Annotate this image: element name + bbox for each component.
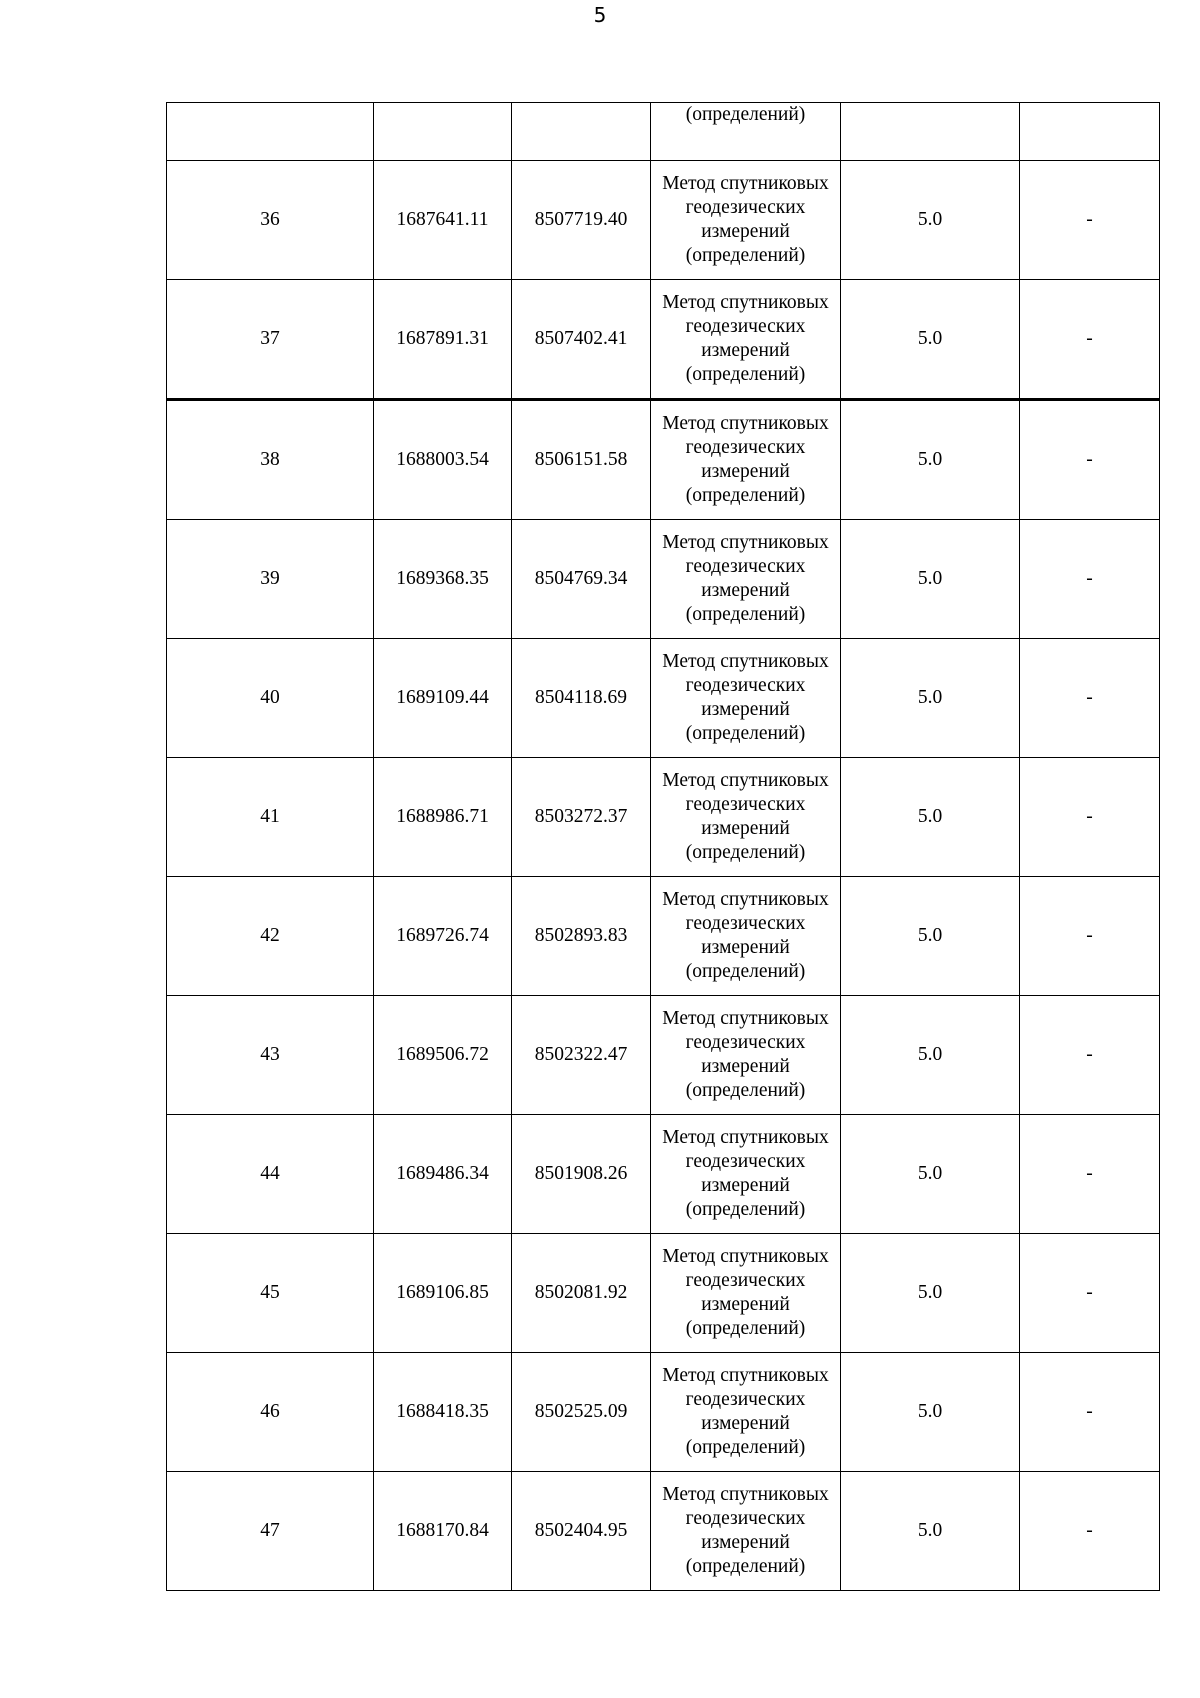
cell-point: 38 — [167, 400, 374, 520]
cell-accuracy: 5.0 — [841, 400, 1020, 520]
cell-method — [651, 1234, 841, 1353]
method-line: геодезических — [685, 1508, 806, 1529]
cell-accuracy: 5.0 — [841, 1115, 1020, 1234]
method-line: Метод спутниковых — [662, 1127, 829, 1148]
cell-method — [651, 1472, 841, 1591]
method-line: измерений — [701, 221, 790, 242]
cell-x: 1688418.35 — [374, 1353, 512, 1472]
method-line: Метод спутниковых — [662, 173, 829, 194]
method-line: (определений) — [685, 364, 806, 385]
cell-x: 1689506.72 — [374, 996, 512, 1115]
cell-x: 1688986.71 — [374, 758, 512, 877]
method-line: геодезических — [685, 913, 806, 934]
method-line: геодезических — [685, 437, 806, 458]
cell-accuracy: 5.0 — [841, 161, 1020, 280]
table-row — [167, 877, 1160, 996]
coordinates-table — [166, 102, 1160, 1591]
cell-y: 8502322.47 — [512, 996, 651, 1115]
cell-point: 47 — [167, 1472, 374, 1591]
cell-point: 37 — [167, 280, 374, 400]
cell-note — [1020, 103, 1160, 161]
method-line: измерений — [701, 1532, 790, 1553]
cell-y: 8502893.83 — [512, 877, 651, 996]
method-line: геодезических — [685, 316, 806, 337]
cell-note: - — [1020, 161, 1160, 280]
cell-accuracy: 5.0 — [841, 1234, 1020, 1353]
method-line: Метод спутниковых — [662, 770, 829, 791]
cell-accuracy — [841, 103, 1020, 161]
table-row-continued — [167, 103, 1160, 161]
cell-accuracy: 5.0 — [841, 280, 1020, 400]
method-line: измерений — [701, 1056, 790, 1077]
method-line: Метод спутниковых — [662, 413, 829, 434]
cell-y — [512, 103, 651, 161]
table-row — [167, 1472, 1160, 1591]
cell-point: 46 — [167, 1353, 374, 1472]
table-row — [167, 520, 1160, 639]
method-line: Метод спутниковых — [662, 889, 829, 910]
method-line: Метод спутниковых — [662, 1365, 829, 1386]
cell-method — [651, 1353, 841, 1472]
cell-x: 1689726.74 — [374, 877, 512, 996]
cell-y: 8502525.09 — [512, 1353, 651, 1472]
cell-y: 8504769.34 — [512, 520, 651, 639]
method-line: (определений) — [685, 723, 806, 744]
table-row — [167, 639, 1160, 758]
cell-note: - — [1020, 639, 1160, 758]
cell-x: 1688003.54 — [374, 400, 512, 520]
cell-method — [651, 1115, 841, 1234]
cell-y: 8507402.41 — [512, 280, 651, 400]
method-line: геодезических — [685, 1032, 806, 1053]
method-line: геодезических — [685, 1270, 806, 1291]
cell-note: - — [1020, 877, 1160, 996]
table-row — [167, 996, 1160, 1115]
method-line: измерений — [701, 1175, 790, 1196]
cell-method — [651, 520, 841, 639]
coordinates-table-body — [167, 103, 1160, 1591]
cell-note: - — [1020, 1353, 1160, 1472]
cell-x: 1689486.34 — [374, 1115, 512, 1234]
method-line: (определений) — [685, 604, 806, 625]
cell-y: 8506151.58 — [512, 400, 651, 520]
method-line: (определений) — [685, 485, 806, 506]
method-line: измерений — [701, 937, 790, 958]
method-line: измерений — [701, 461, 790, 482]
cell-point — [167, 103, 374, 161]
cell-method — [651, 996, 841, 1115]
cell-y: 8502081.92 — [512, 1234, 651, 1353]
cell-note: - — [1020, 1472, 1160, 1591]
method-line: (определений) — [685, 1556, 806, 1577]
cell-method — [651, 639, 841, 758]
table-row — [167, 1353, 1160, 1472]
cell-y: 8502404.95 — [512, 1472, 651, 1591]
cell-y: 8503272.37 — [512, 758, 651, 877]
cell-x: 1689109.44 — [374, 639, 512, 758]
page-number: 5 — [593, 3, 607, 27]
cell-x: 1687891.31 — [374, 280, 512, 400]
cell-note: - — [1020, 758, 1160, 877]
cell-method — [651, 758, 841, 877]
method-line: геодезических — [685, 1389, 806, 1410]
cell-point: 45 — [167, 1234, 374, 1353]
cell-method — [651, 280, 841, 400]
cell-accuracy: 5.0 — [841, 1472, 1020, 1591]
cell-accuracy: 5.0 — [841, 520, 1020, 639]
cell-y: 8504118.69 — [512, 639, 651, 758]
method-line: (определений) — [685, 1199, 806, 1220]
cell-note: - — [1020, 996, 1160, 1115]
cell-x: 1689106.85 — [374, 1234, 512, 1353]
cell-y: 8507719.40 — [512, 161, 651, 280]
cell-note: - — [1020, 280, 1160, 400]
method-line: Метод спутниковых — [662, 1246, 829, 1267]
cell-point: 42 — [167, 877, 374, 996]
cell-method — [651, 161, 841, 280]
method-line: Метод спутниковых — [662, 532, 829, 553]
method-line: Метод спутниковых — [662, 651, 829, 672]
cell-point: 43 — [167, 996, 374, 1115]
method-line: (определений) — [685, 842, 806, 863]
cell-note: - — [1020, 1115, 1160, 1234]
cell-y: 8501908.26 — [512, 1115, 651, 1234]
method-line: Метод спутниковых — [662, 292, 829, 313]
cell-x — [374, 103, 512, 161]
cell-point: 36 — [167, 161, 374, 280]
method-line: (определений) — [685, 1318, 806, 1339]
cell-accuracy: 5.0 — [841, 877, 1020, 996]
cell-accuracy: 5.0 — [841, 639, 1020, 758]
method-line: геодезических — [685, 1151, 806, 1172]
cell-method: (определений) — [651, 103, 841, 161]
cell-point: 41 — [167, 758, 374, 877]
cell-method — [651, 877, 841, 996]
cell-x: 1688170.84 — [374, 1472, 512, 1591]
cell-accuracy: 5.0 — [841, 996, 1020, 1115]
method-line: измерений — [701, 340, 790, 361]
method-line: геодезических — [685, 675, 806, 696]
table-row — [167, 161, 1160, 280]
table-row — [167, 1115, 1160, 1234]
table-row — [167, 280, 1160, 400]
cell-point: 44 — [167, 1115, 374, 1234]
cell-accuracy: 5.0 — [841, 758, 1020, 877]
cell-note: - — [1020, 1234, 1160, 1353]
method-line: измерений — [701, 1413, 790, 1434]
table-row — [167, 1234, 1160, 1353]
method-line: геодезических — [685, 197, 806, 218]
cell-point: 39 — [167, 520, 374, 639]
cell-accuracy: 5.0 — [841, 1353, 1020, 1472]
method-line: (определений) — [685, 1437, 806, 1458]
method-line: измерений — [701, 580, 790, 601]
method-line: Метод спутниковых — [662, 1008, 829, 1029]
method-line: геодезических — [685, 556, 806, 577]
cell-note: - — [1020, 400, 1160, 520]
method-line: геодезических — [685, 794, 806, 815]
table-row — [167, 400, 1160, 520]
cell-note: - — [1020, 520, 1160, 639]
cell-x: 1689368.35 — [374, 520, 512, 639]
method-line: (определений) — [685, 961, 806, 982]
table-row — [167, 758, 1160, 877]
cell-method — [651, 400, 841, 520]
method-line: измерений — [701, 818, 790, 839]
method-line: (определений) — [685, 1080, 806, 1101]
method-line: (определений) — [685, 245, 806, 266]
method-line: измерений — [701, 1294, 790, 1315]
cell-point: 40 — [167, 639, 374, 758]
cell-x: 1687641.11 — [374, 161, 512, 280]
method-line: измерений — [701, 699, 790, 720]
method-line: Метод спутниковых — [662, 1484, 829, 1505]
